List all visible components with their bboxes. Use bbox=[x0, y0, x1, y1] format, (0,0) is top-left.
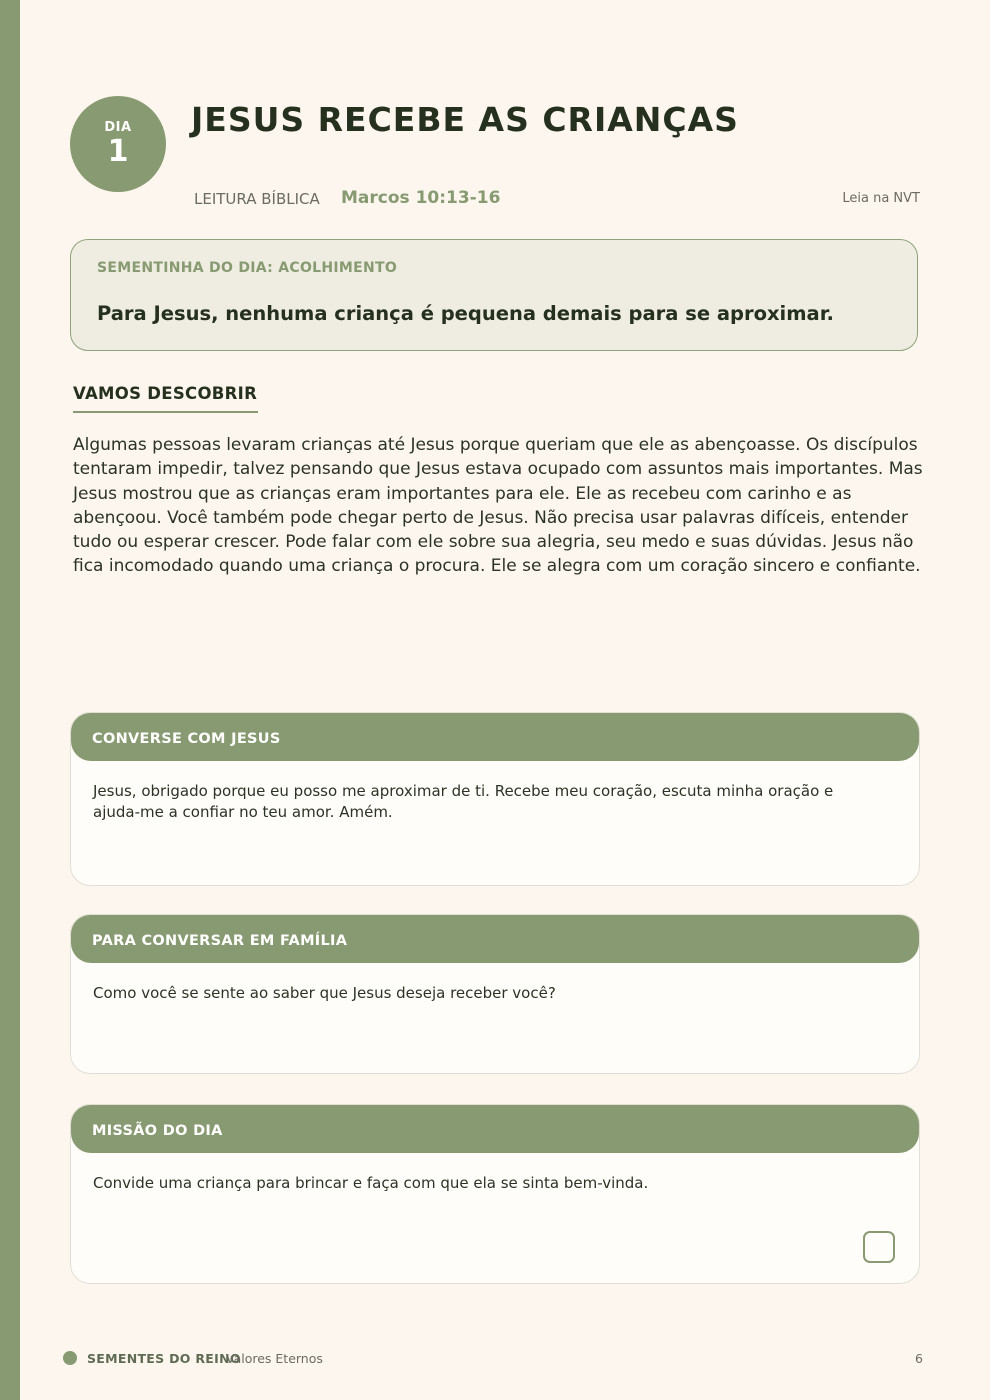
mission-checkbox[interactable] bbox=[863, 1231, 895, 1263]
discover-text: Algumas pessoas levaram crianças até Jesus porque queriam que ele as abençoasse. Os discípulos tentaram impedir, talvez pensando que Jesus estava ocupado com assuntos mais importantes. Mas Jesus mostrou que as crianças eram importantes para ele. Ele as recebeu com carinho e as abençoou. Você também pode chegar perto de Jesus. Não precisa usar palavras difíceis, entender tudo ou esperar crescer. Pode falar com ele sobre sua alegria, seu medo e suas dúvidas. Jesus não fica incomodado quando uma criança o procura. Ele se alegra com um coração sincero e confiante. bbox=[73, 435, 923, 577]
mission-card-title: MISSÃO DO DIA bbox=[71, 1105, 919, 1153]
day-badge bbox=[70, 96, 166, 192]
family-card-text: Como você se sente ao saber que Jesus deseja receber você? bbox=[93, 984, 556, 1002]
prayer-card-text: Jesus, obrigado porque eu posso me aproximar de ti. Recebe meu coração, escuta minha oração e ajuda-me a confiar no teu amor. Amém. bbox=[93, 782, 834, 821]
prayer-card bbox=[70, 712, 920, 886]
footer-brand: SEMENTES DO REINO bbox=[87, 1351, 241, 1366]
reading-row bbox=[194, 188, 920, 212]
day-label: DIA bbox=[104, 120, 132, 135]
day-number: 1 bbox=[107, 134, 129, 169]
footer-dot-icon bbox=[63, 1351, 77, 1365]
mission-card bbox=[70, 1104, 920, 1284]
reading-label: LEITURA BÍBLICA bbox=[194, 190, 320, 208]
page-title: JESUS RECEBE AS CRIANÇAS bbox=[191, 100, 739, 139]
footer-subtitle: Valores Eternos bbox=[226, 1351, 323, 1366]
mission-card-text: Convide uma criança para brincar e faça com que ela se sinta bem-vinda. bbox=[93, 1174, 649, 1192]
reading-reference: Marcos 10:13-16 bbox=[341, 188, 501, 208]
family-card-title: PARA CONVERSAR EM FAMÍLIA bbox=[71, 915, 919, 963]
family-card bbox=[70, 914, 920, 1074]
read-nvt-link[interactable]: Leia na NVT bbox=[842, 191, 920, 206]
seed-text: Para Jesus, nenhuma criança é pequena demais para se aproximar. bbox=[97, 302, 834, 325]
sidebar-stripe bbox=[0, 0, 20, 1400]
seed-label: SEMENTINHA DO DIA: ACOLHIMENTO bbox=[97, 260, 398, 276]
footer bbox=[63, 1350, 923, 1370]
prayer-card-title: CONVERSE COM JESUS bbox=[71, 713, 919, 761]
discover-heading: VAMOS DESCOBRIR bbox=[73, 384, 258, 403]
discover-underline bbox=[73, 411, 258, 413]
page-number: 6 bbox=[915, 1351, 923, 1366]
seed-of-the-day-box bbox=[70, 239, 918, 351]
